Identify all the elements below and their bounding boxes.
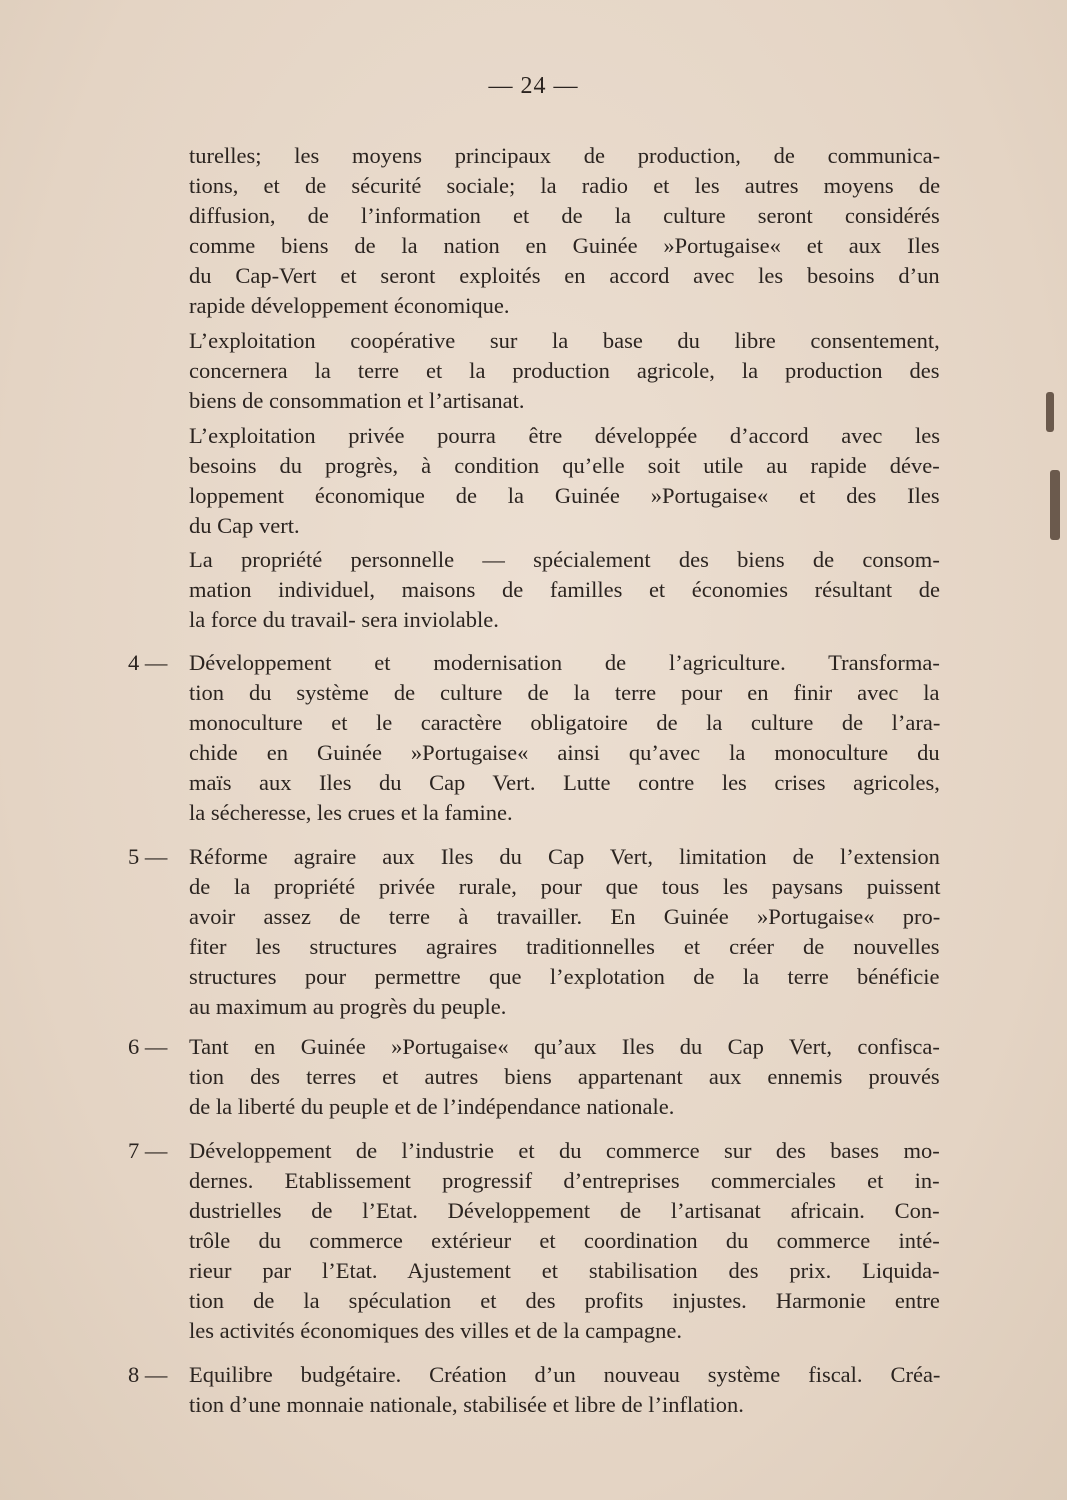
text-line: biens de consommation et l’artisanat. — [189, 388, 525, 413]
text-line: du Cap-Vert et seront exploités en accord avec les besoins d’un — [189, 263, 940, 288]
text-line: Développement de l’industrie et du commerce sur des bases mo- — [189, 1138, 940, 1163]
text-line: Développement et modernisation de l’agriculture. Transforma- — [189, 650, 940, 675]
text-line: dustrielles de l’Etat. Développement de l’artisanat africain. Con- — [189, 1198, 940, 1223]
text-line: besoins du progrès, à condition qu’elle soit utile au rapide déve- — [189, 453, 940, 478]
text-line: structures pour permettre que l’explotation de la terre bénéficie — [189, 964, 940, 989]
text-line: les activités économiques des villes et de la campagne. — [189, 1318, 682, 1343]
text-line: fiter les structures agraires traditionnelles et créer de nouvelles — [189, 934, 940, 959]
text-line: rapide développement économique. — [189, 293, 510, 318]
text-line: la force du travail- sera inviolable. — [189, 607, 499, 632]
item-number: 5 — — [128, 844, 168, 869]
text-line: monoculture et le caractère obligatoire de la culture de l’ara- — [189, 710, 941, 735]
text-line: tion des terres et autres biens appartenant aux ennemis prouvés — [189, 1064, 940, 1089]
text-line: loppement économique de la Guinée »Portugaise« et des Iles — [189, 483, 940, 508]
edge-stain — [1050, 470, 1060, 540]
text-line: tion d’une monnaie nationale, stabilisée et libre de l’inflation. — [189, 1392, 744, 1417]
text-line: diffusion, de l’information et de la culture seront considérés — [189, 203, 940, 228]
text-line: de la liberté du peuple et de l’indépendance nationale. — [189, 1094, 675, 1119]
text-line: tion du système de culture de la terre pour en finir avec la — [189, 680, 940, 705]
text-line: tions, et de sécurité sociale; la radio et les autres moyens de — [189, 173, 941, 198]
text-line: de la propriété privée rurale, pour que tous les paysans puissent — [189, 874, 941, 899]
text-line: Réforme agraire aux Iles du Cap Vert, limitation de l’extension — [189, 844, 940, 869]
item-number: 6 — — [128, 1034, 168, 1059]
item-number: 4 — — [128, 650, 168, 675]
text-line: Equilibre budgétaire. Création d’un nouveau système fiscal. Créa- — [189, 1362, 941, 1387]
text-line: turelles; les moyens principaux de production, de communica- — [189, 143, 941, 168]
text-line: Tant en Guinée »Portugaise« qu’aux Iles du Cap Vert, confisca- — [189, 1034, 940, 1059]
edge-stain — [1046, 392, 1054, 432]
text-line: L’exploitation privée pourra être développée d’accord avec les — [189, 423, 941, 448]
text-line: L’exploitation coopérative sur la base du libre consentement, — [189, 328, 940, 353]
text-line: trôle du commerce extérieur et coordination du commerce inté- — [189, 1228, 940, 1253]
text-line: du Cap vert. — [189, 513, 300, 538]
text-line: La propriété personnelle — spécialement des biens de consom- — [189, 547, 940, 572]
item-number: 7 — — [128, 1138, 168, 1163]
text-line: concernera la terre et la production agricole, la production des — [189, 358, 940, 383]
page-number: — 24 — — [488, 73, 579, 99]
text-line: tion de la spéculation et des profits injustes. Harmonie entre — [189, 1288, 940, 1313]
text-line: au maximum au progrès du peuple. — [189, 994, 507, 1019]
text-line: la sécheresse, les crues et la famine. — [189, 800, 513, 825]
text-line: mation individuel, maisons de familles et économies résultant de — [189, 577, 940, 602]
text-line: avoir assez de terre à travailler. En Guinée »Portugaise« pro- — [189, 904, 941, 929]
text-line: chide en Guinée »Portugaise« ainsi qu’avec la monoculture du — [189, 740, 940, 765]
item-number: 8 — — [128, 1362, 168, 1387]
text-line: rieur par l’Etat. Ajustement et stabilisation des prix. Liquida- — [189, 1258, 940, 1283]
text-line: maïs aux Iles du Cap Vert. Lutte contre les crises agricoles, — [189, 770, 940, 795]
text-line: comme biens de la nation en Guinée »Portugaise« et aux Iles — [189, 233, 940, 258]
text-line: dernes. Etablissement progressif d’entreprises commerciales et in- — [189, 1168, 940, 1193]
